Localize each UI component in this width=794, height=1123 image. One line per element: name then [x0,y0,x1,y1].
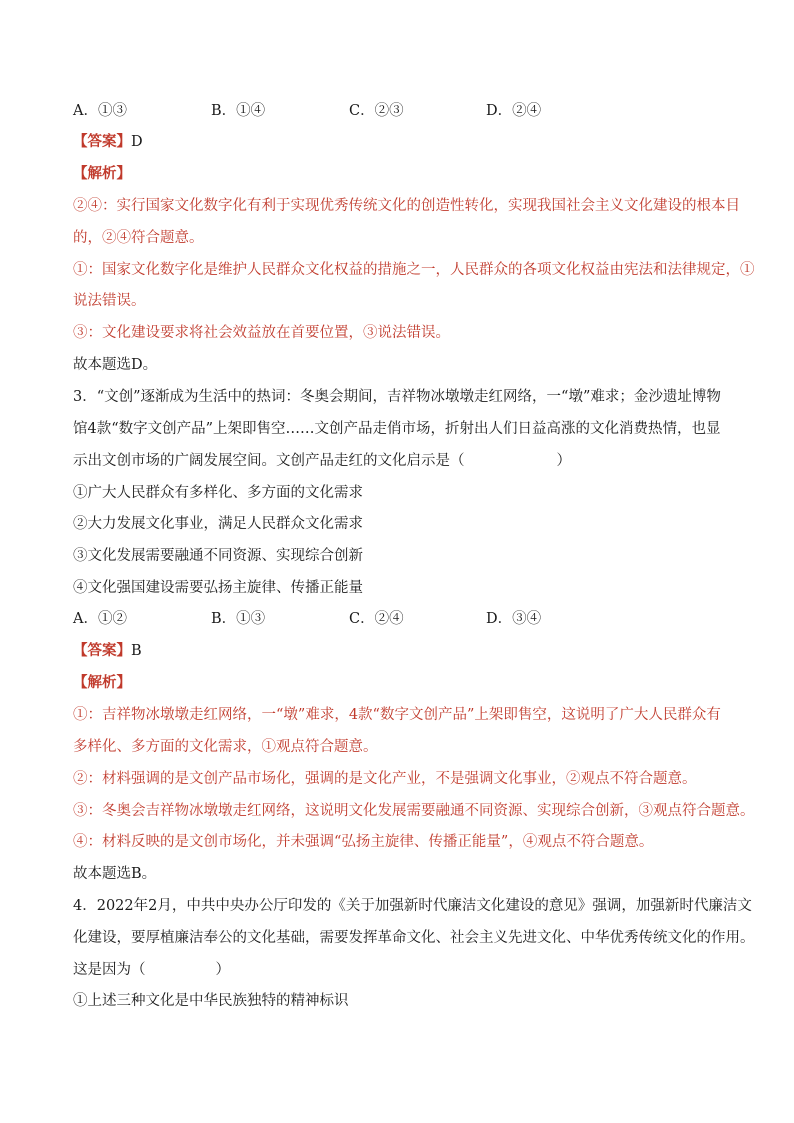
q4-stem-line-2: 化建设，要厚植廉洁奉公的文化基础，需要发挥革命文化、社会主义先进文化、中华优秀传统文化的作用。 [73,930,755,946]
q2-option-b: B．①④ [211,103,266,119]
q2-conclusion: 故本题选D。 [73,357,158,373]
q3-analysis-line-2: 多样化、多方面的文化需求，①观点符合题意。 [73,739,378,755]
q3-option-c: C．②④ [349,611,404,627]
q3-statement-1: ①广大人民群众有多样化、多方面的文化需求 [73,485,363,501]
q3-statement-4: ④文化强国建设需要弘扬主旋律、传播正能量 [73,580,363,596]
q4-stem-close: ） [215,962,230,978]
q3-option-a: A．①② [73,611,127,627]
q2-analysis-line-1: ②④：实行国家文化数字化有利于实现优秀传统文化的创造性转化，实现我国社会主义文化建设的根本目 [73,198,740,214]
q4-statement-1: ①上述三种文化是中华民族独特的精神标识 [73,993,349,1009]
q3-answer [73,641,733,661]
q2-analysis-line-4: 说法错误。 [73,293,146,309]
q2-option-d: D．②④ [486,103,542,119]
q3-option-b: B．①③ [211,611,266,627]
q3-analysis-line-3: ②：材料强调的是文创产品市场化，强调的是文化产业，不是强调文化事业，②观点不符合题意。 [73,771,697,787]
q3-stem-line-1: 3．“文创”逐渐成为生活中的热词：冬奥会期间，吉祥物冰墩墩走红网络，一“墩”难求；金沙遗址博物 [73,389,721,405]
q3-conclusion: 故本题选B。 [73,866,157,882]
q3-option-d: D．③④ [486,611,542,627]
q2-option-a: A．①③ [73,103,127,119]
q4-stem-text: 这是因为（ [73,962,146,978]
answer-value: D [131,134,143,150]
q2-analysis-line-2: 的，②④符合题意。 [73,230,204,246]
q3-analysis-tag: 【解析】 [73,674,131,691]
answer-value: B [131,643,142,659]
q3-analysis-line-5: ④：材料反映的是文创市场化，并未强调“弘扬主旋律、传播正能量”，④观点不符合题意。 [73,834,654,850]
q3-statement-3: ③文化发展需要融通不同资源、实现综合创新 [73,548,363,564]
q4-stem-line-3 [73,960,733,980]
q2-answer [73,132,733,152]
q2-analysis-line-3: ①：国家文化数字化是维护人民群众文化权益的措施之一，人民群众的各项文化权益由宪法和法律规定，① [73,262,755,278]
q4-stem-line-1: 4．2022年2月，中共中央办公厅印发的《关于加强新时代廉洁文化建设的意见》强调，加强新时代廉洁文 [73,898,752,914]
q3-analysis-line-1: ①：吉祥物冰墩墩走红网络，一“墩”难求，4款“数字文创产品”上架即售空，这说明了广大人民群众有 [73,707,721,723]
q3-stem-line-3 [73,451,733,471]
q3-statement-2: ②大力发展文化事业，满足人民群众文化需求 [73,516,363,532]
q2-analysis-tag: 【解析】 [73,165,131,182]
q2-option-c: C．②③ [349,103,404,119]
q2-options [73,101,733,121]
q3-options [73,609,733,629]
q3-stem-close: ） [556,453,571,469]
answer-tag: 【答案】 [73,642,131,659]
q2-analysis-line-5: ③：文化建设要求将社会效益放在首要位置，③说法错误。 [73,325,450,341]
answer-tag: 【答案】 [73,133,131,150]
q3-stem-text: 示出文创市场的广阔发展空间。文创产品走红的文化启示是（ [73,453,465,469]
q3-analysis-line-4: ③：冬奥会吉祥物冰墩墩走红网络，这说明文化发展需要融通不同资源、实现综合创新，③观点符合题意。 [73,803,755,819]
q3-stem-line-2: 馆4款“数字文创产品”上架即售空……文创产品走俏市场，折射出人们日益高涨的文化消费热情，也显 [73,421,721,437]
